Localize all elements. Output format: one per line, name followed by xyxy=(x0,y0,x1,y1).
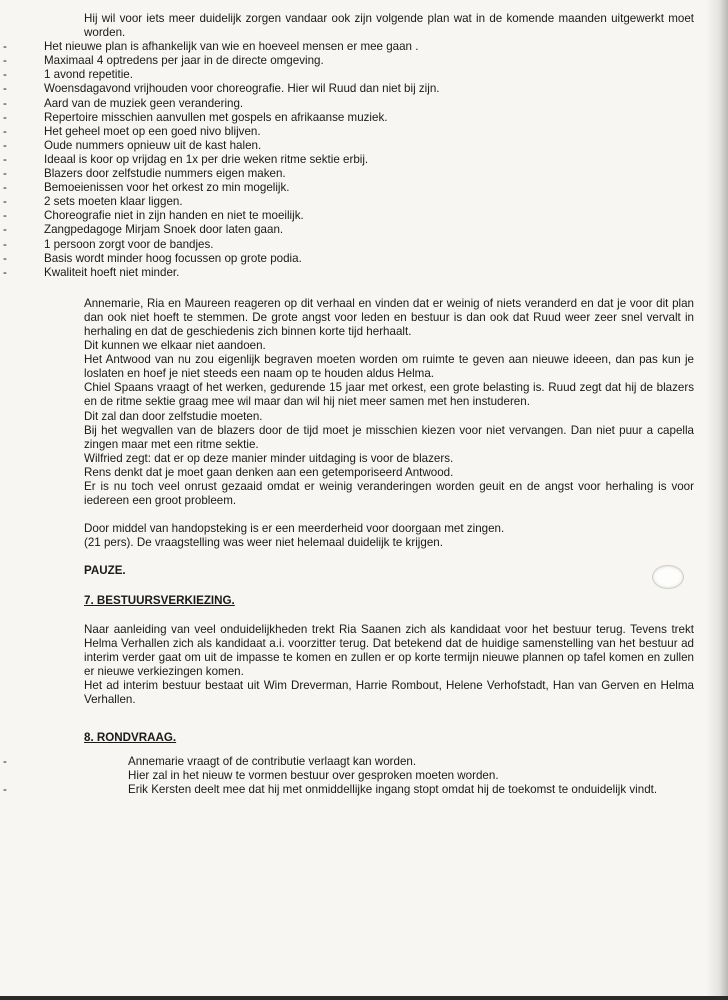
discussion-paragraph: Dit zal dan door zelfstudie moeten. xyxy=(84,409,263,423)
plan-item-text: Zangpedagoge Mirjam Snoek door laten gaan. xyxy=(44,223,284,237)
plan-item xyxy=(0,68,694,82)
discussion-paragraph: Er is nu toch veel onrust gezaaid omdat er weinig veranderingen worden geuit en de angst voor herhaling is voor iedereen een groot probleem. xyxy=(84,480,694,508)
bullet-dash: - xyxy=(3,783,7,797)
rondvraag-item-2: Erik Kersten deelt mee dat hij met onmiddellijke ingang stopt omdat hij de toekomst te onduidelijk vindt. xyxy=(128,783,658,797)
vote-line-2: (21 pers). De vraagstelling was weer niet helemaal duidelijk te krijgen. xyxy=(84,536,443,550)
plan-item xyxy=(0,266,694,280)
plan-item-text: Aard van de muziek geen verandering. xyxy=(44,96,244,110)
plan-item xyxy=(0,181,694,195)
vote-line-1: Door middel van handopsteking is er een meerderheid voor doorgaan met zingen. xyxy=(84,522,505,536)
bullet-dash: - xyxy=(3,237,7,251)
plan-item xyxy=(0,238,694,252)
rondvraag-item-1b: Hier zal in het nieuw te vormen bestuur over gesproken moeten worden. xyxy=(128,769,499,783)
plan-item xyxy=(0,252,694,266)
discussion-paragraph: Rens denkt dat je moet gaan denken aan een getemporiseerd Antwood. xyxy=(84,465,454,479)
list-item xyxy=(0,769,694,783)
plan-item xyxy=(0,209,694,223)
list-item xyxy=(0,755,694,769)
plan-item-text: Basis wordt minder hoog focussen op grote podia. xyxy=(44,251,302,265)
section-8-title: 8. RONDVRAAG. xyxy=(84,731,177,745)
page-shadow xyxy=(706,0,728,1000)
bullet-dash: - xyxy=(3,110,7,124)
plan-item xyxy=(0,167,694,181)
bullet-dash: - xyxy=(3,251,7,265)
plan-item xyxy=(0,223,694,237)
scan-edge xyxy=(0,996,728,1000)
discussion-paragraph: Bij het wegvallen van de blazers door de tijd moet je misschien kiezen voor niet vervangen. Dan niet puur a capella zingen maar met een ritme sektie. xyxy=(84,423,694,451)
discussion-block xyxy=(84,297,694,508)
plan-list xyxy=(0,40,694,280)
bullet-dash: - xyxy=(3,755,7,769)
bullet-dash: - xyxy=(3,195,7,209)
discussion-paragraph: Chiel Spaans vraagt of het werken, gedurende 15 jaar met orkest, een grote belasting is. Ruud zegt dat hij de blazers en de ritme sektie graag mee wil maar dan wil hij niet meer samen met hen instuderen. xyxy=(84,381,694,409)
plan-item-text: Het nieuwe plan is afhankelijk van wie en hoeveel mensen er mee gaan . xyxy=(44,40,419,54)
section-7-title: 7. BESTUURSVERKIEZING. xyxy=(84,594,235,608)
bullet-dash: - xyxy=(3,68,7,82)
discussion-paragraph: Het Antwood van nu zou eigenlijk begraven moeten worden om ruimte te geven aan nieuwe ideeen, dan pas kun je loslaten en hoef je niet steeds een naam op te houden aldus Helma. xyxy=(84,353,694,381)
intro-paragraph: Hij wil voor iets meer duidelijk zorgen vandaar ook zijn volgende plan wat in de komende maanden uitgewerkt moet worden. xyxy=(84,12,694,40)
pause-label: PAUZE. xyxy=(84,564,126,578)
bullet-dash: - xyxy=(3,181,7,195)
minutes-body xyxy=(3,12,694,798)
bullet-dash: - xyxy=(3,40,7,54)
plan-item-text: 1 persoon zorgt voor de bandjes. xyxy=(44,237,214,251)
discussion-paragraph: Wilfried zegt: dat er op deze manier minder uitdaging is voor de blazers. xyxy=(84,451,454,465)
bullet-dash: - xyxy=(3,124,7,138)
plan-item-text: Ideaal is koor op vrijdag en 1x per drie weken ritme sektie erbij. xyxy=(44,152,369,166)
bullet-dash: - xyxy=(3,152,7,166)
bullet-dash: - xyxy=(3,54,7,68)
plan-item xyxy=(0,97,694,111)
plan-item xyxy=(0,54,694,68)
rondvraag-item-1: Annemarie vraagt of de contributie verlaagt kan worden. xyxy=(128,755,417,769)
plan-item-text: Het geheel moet op een goed nivo blijven. xyxy=(44,124,261,138)
plan-item-text: Woensdagavond vrijhouden voor choreografie. Hier wil Ruud dan niet bij zijn. xyxy=(44,82,440,96)
bullet-dash: - xyxy=(3,209,7,223)
plan-item xyxy=(0,111,694,125)
bullet-dash: - xyxy=(3,96,7,110)
plan-item-text: Choreografie niet in zijn handen en niet te moeilijk. xyxy=(44,209,304,223)
section-7-paragraph: Naar aanleiding van veel onduidelijkheden trekt Ria Saanen zich als kandidaat voor het bestuur terug. Tevens trekt Helma Verhallen zich als kandidaat a.i. voorzitter terug. Dat betekend dat de huidige samenstelling van het bestuur ad interim verder gaat om uit de impasse te komen en zullen er op korte termijn nieuwe plannen op tafel komen en zullen er nieuwe verkiezingen komen. xyxy=(84,622,694,678)
bullet-dash: - xyxy=(3,265,7,279)
list-item xyxy=(0,783,694,797)
bullet-spacer xyxy=(0,769,128,783)
plan-item xyxy=(0,139,694,153)
bullet-dash: - xyxy=(3,82,7,96)
plan-item-text: 1 avond repetitie. xyxy=(44,68,133,82)
bullet-dash: - xyxy=(3,138,7,152)
plan-item xyxy=(0,40,694,54)
plan-item-text: Maximaal 4 optredens per jaar in de directe omgeving. xyxy=(44,54,324,68)
rondvraag-list xyxy=(0,755,694,797)
bullet-dash: - xyxy=(3,167,7,181)
plan-item-text: Kwaliteit hoeft niet minder. xyxy=(44,265,180,279)
plan-item-text: 2 sets moeten klaar liggen. xyxy=(44,195,183,209)
discussion-paragraph: Annemarie, Ria en Maureen reageren op dit verhaal en vinden dat er weinig of niets veranderd en dat je voor dit plan dan ook niet hoeft te stemmen. De grote angst voor leden en bestuur is dan ook dat Ruud weer zeer snel vervalt in herhaling en dat de geschiedenis zich binnen korte tijd herhaalt. xyxy=(84,296,694,338)
plan-item xyxy=(0,82,694,96)
plan-item-text: Bemoeienissen voor het orkest zo min mogelijk. xyxy=(44,181,290,195)
plan-item-text: Blazers door zelfstudie nummers eigen maken. xyxy=(44,167,286,181)
plan-item xyxy=(0,195,694,209)
plan-item xyxy=(0,125,694,139)
plan-item-text: Repertoire misschien aanvullen met gospels en afrikaanse muziek. xyxy=(44,110,388,124)
section-7-board: Het ad interim bestuur bestaat uit Wim Dreverman, Harrie Rombout, Helene Verhofstadt, Han van Gerven en Helma Verhallen. xyxy=(84,678,694,707)
discussion-paragraph: Dit kunnen we elkaar niet aandoen. xyxy=(84,339,266,353)
bullet-dash: - xyxy=(3,223,7,237)
plan-item xyxy=(0,153,694,167)
plan-item-text: Oude nummers opnieuw uit de kast halen. xyxy=(44,138,262,152)
